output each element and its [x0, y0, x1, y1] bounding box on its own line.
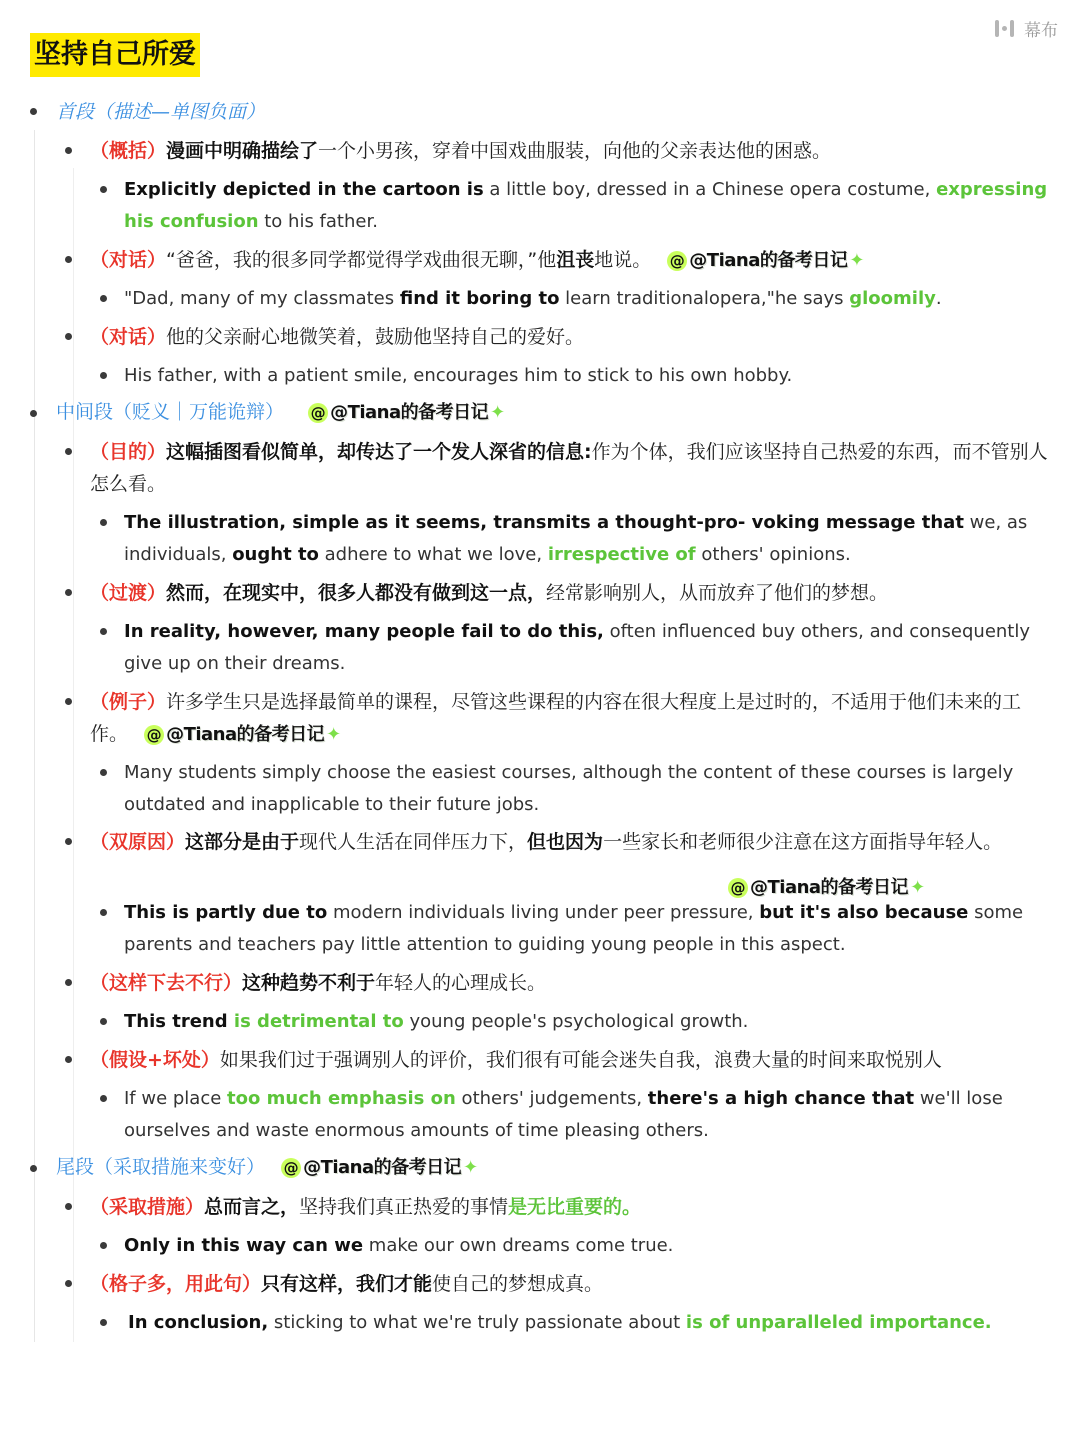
watermark: @ @Tiana的备考日记 ✦	[667, 245, 864, 277]
bullet[interactable]	[100, 295, 107, 302]
at-icon: @	[144, 725, 164, 745]
sparkle-icon: ✦	[326, 724, 342, 745]
bullet[interactable]	[65, 1280, 72, 1287]
at-icon: @	[728, 878, 748, 898]
bullet[interactable]	[100, 909, 107, 916]
bullet[interactable]	[65, 698, 72, 705]
watermark: @ @Tiana的备考日记 ✦	[308, 399, 505, 427]
section-heading-ending[interactable]: 尾段（采取措施来变好） @ @Tiana的备考日记 ✦	[56, 1153, 478, 1182]
bullet[interactable]	[65, 448, 72, 455]
bullet[interactable]	[100, 1095, 107, 1102]
logo	[995, 16, 1058, 41]
bullet[interactable]	[65, 1203, 72, 1210]
sparkle-icon: ✦	[490, 402, 506, 423]
outline-item-cn[interactable]: （目的）这幅插图看似简单，却传达了一个发人深省的信息:作为个体，我们应该坚持自己热爱的东西，而不管别人怎么看。	[90, 441, 1048, 495]
sparkle-icon: ✦	[849, 250, 865, 271]
outline-item-en[interactable]: The illustration, simple as it seems, transmits a thought-pro- voking message that we, as individuals, ought to adhere to what we love, irrespective of others' opinions.	[124, 512, 1028, 565]
watermark: @ @Tiana的备考日记 ✦	[144, 719, 341, 751]
at-icon: @	[281, 1158, 301, 1178]
outline-item-cn[interactable]: （采取措施）总而言之，坚持我们真正热爱的事情是无比重要的。	[90, 1196, 642, 1218]
page-title: 坚持自己所爱	[30, 33, 200, 77]
bullet[interactable]	[65, 838, 72, 845]
bullet[interactable]	[65, 333, 72, 340]
outline-item-cn[interactable]: （对话）他的父亲耐心地微笑着，鼓励他坚持自己的爱好。	[90, 326, 585, 348]
outline-item-cn[interactable]: （假设+坏处）如果我们过于强调别人的评价，我们很有可能会迷失自我，浪费大量的时间来取悦别人	[90, 1049, 942, 1071]
bullet[interactable]	[65, 979, 72, 986]
at-icon: @	[308, 403, 328, 423]
bullet[interactable]	[65, 256, 72, 263]
at-icon: @	[667, 251, 687, 271]
bullet[interactable]	[30, 1165, 37, 1172]
sparkle-icon: ✦	[910, 877, 926, 898]
outline-item-cn[interactable]: （双原因）这部分是由于现代人生活在同伴压力下，但也因为一些家长和老师很少注意在这方面指导年轻人。	[90, 831, 1003, 853]
bullet[interactable]	[100, 1242, 107, 1249]
outline-item-cn[interactable]: （对话）“爸爸，我的很多同学都觉得学戏曲很无聊，”他沮丧地说。 @ @Tiana的备考日记 ✦	[90, 244, 1056, 277]
outline-item-en[interactable]: If we place too much emphasis on others' judgements, there's a high chance that we'll lose ourselves and waste enormous amounts of time pleasing others.	[124, 1088, 1003, 1141]
section-heading-middle[interactable]: 中间段（贬义｜万能诡辩） @ @Tiana的备考日记 ✦	[56, 398, 505, 427]
bullet[interactable]	[30, 410, 37, 417]
outline-item-cn[interactable]: （这样下去不行）这种趋势不利于年轻人的心理成长。	[90, 972, 547, 994]
bullet[interactable]	[100, 519, 107, 526]
outline-item-cn[interactable]: （例子）许多学生只是选择最简单的课程，尽管这些课程的内容在很大程度上是过时的，不适用于他们未来的工作。 @ @Tiana的备考日记 ✦	[90, 686, 1056, 751]
outline-item-en[interactable]: Only in this way can we make our own dreams come true.	[124, 1235, 674, 1256]
outline-item-cn[interactable]: （格子多，用此句）只有这样，我们才能使自己的梦想成真。	[90, 1273, 604, 1295]
bullet[interactable]	[100, 769, 107, 776]
bullet[interactable]	[100, 1319, 107, 1326]
outline-guide-line	[34, 130, 35, 1342]
outline-item-en[interactable]: Explicitly depicted in the cartoon is a little boy, dressed in a Chinese opera costume, expressing his confusion to his father.	[124, 179, 1048, 232]
outline-item-en[interactable]: This trend is detrimental to young people's psychological growth.	[124, 1011, 749, 1032]
bullet[interactable]	[100, 1018, 107, 1025]
bullet[interactable]	[100, 628, 107, 635]
mubu-logo-icon	[995, 20, 1014, 37]
bullet[interactable]	[65, 589, 72, 596]
bullet[interactable]	[65, 147, 72, 154]
outline-item-en[interactable]: In reality, however, many people fail to do this, often influenced buy others, and consequently give up on their dreams.	[124, 621, 1031, 674]
outline-item-en[interactable]: This is partly due to modern individuals living under peer pressure, but it's also because some parents and teachers pay little attention to guiding young people in this aspect.	[124, 902, 1024, 955]
outline-item-cn[interactable]: （概括）漫画中明确描绘了一个小男孩，穿着中国戏曲服装，向他的父亲表达他的困惑。	[90, 140, 832, 162]
outline-item-en[interactable]: Many students simply choose the easiest courses, although the content of these courses is largely outdated and inapplicable to their future jobs.	[124, 762, 1014, 815]
bullet[interactable]	[65, 1056, 72, 1063]
outline-item-cn[interactable]: （过渡）然而，在现实中，很多人都没有做到这一点，经常影响别人，从而放弃了他们的梦想。	[90, 582, 889, 604]
watermark: @ @Tiana的备考日记 ✦	[281, 1154, 478, 1182]
outline-item-en[interactable]: His father, with a patient smile, encourages him to stick to his own hobby.	[124, 365, 793, 386]
sparkle-icon: ✦	[463, 1157, 479, 1178]
bullet[interactable]	[30, 108, 37, 115]
bullet[interactable]	[100, 372, 107, 379]
outline-item-en[interactable]: "Dad, many of my classmates find it boring to learn traditionalopera,"he says gloomily.	[124, 288, 942, 309]
logo-text: 幕布	[1024, 21, 1058, 41]
section-heading-intro[interactable]: 首段（描述—单图负面）	[56, 101, 266, 123]
watermark: @ @Tiana的备考日记 ✦	[728, 873, 925, 899]
outline-item-en[interactable]: In conclusion, sticking to what we're truly passionate about is of unparalleled importance.	[128, 1312, 992, 1333]
bullet[interactable]	[100, 186, 107, 193]
